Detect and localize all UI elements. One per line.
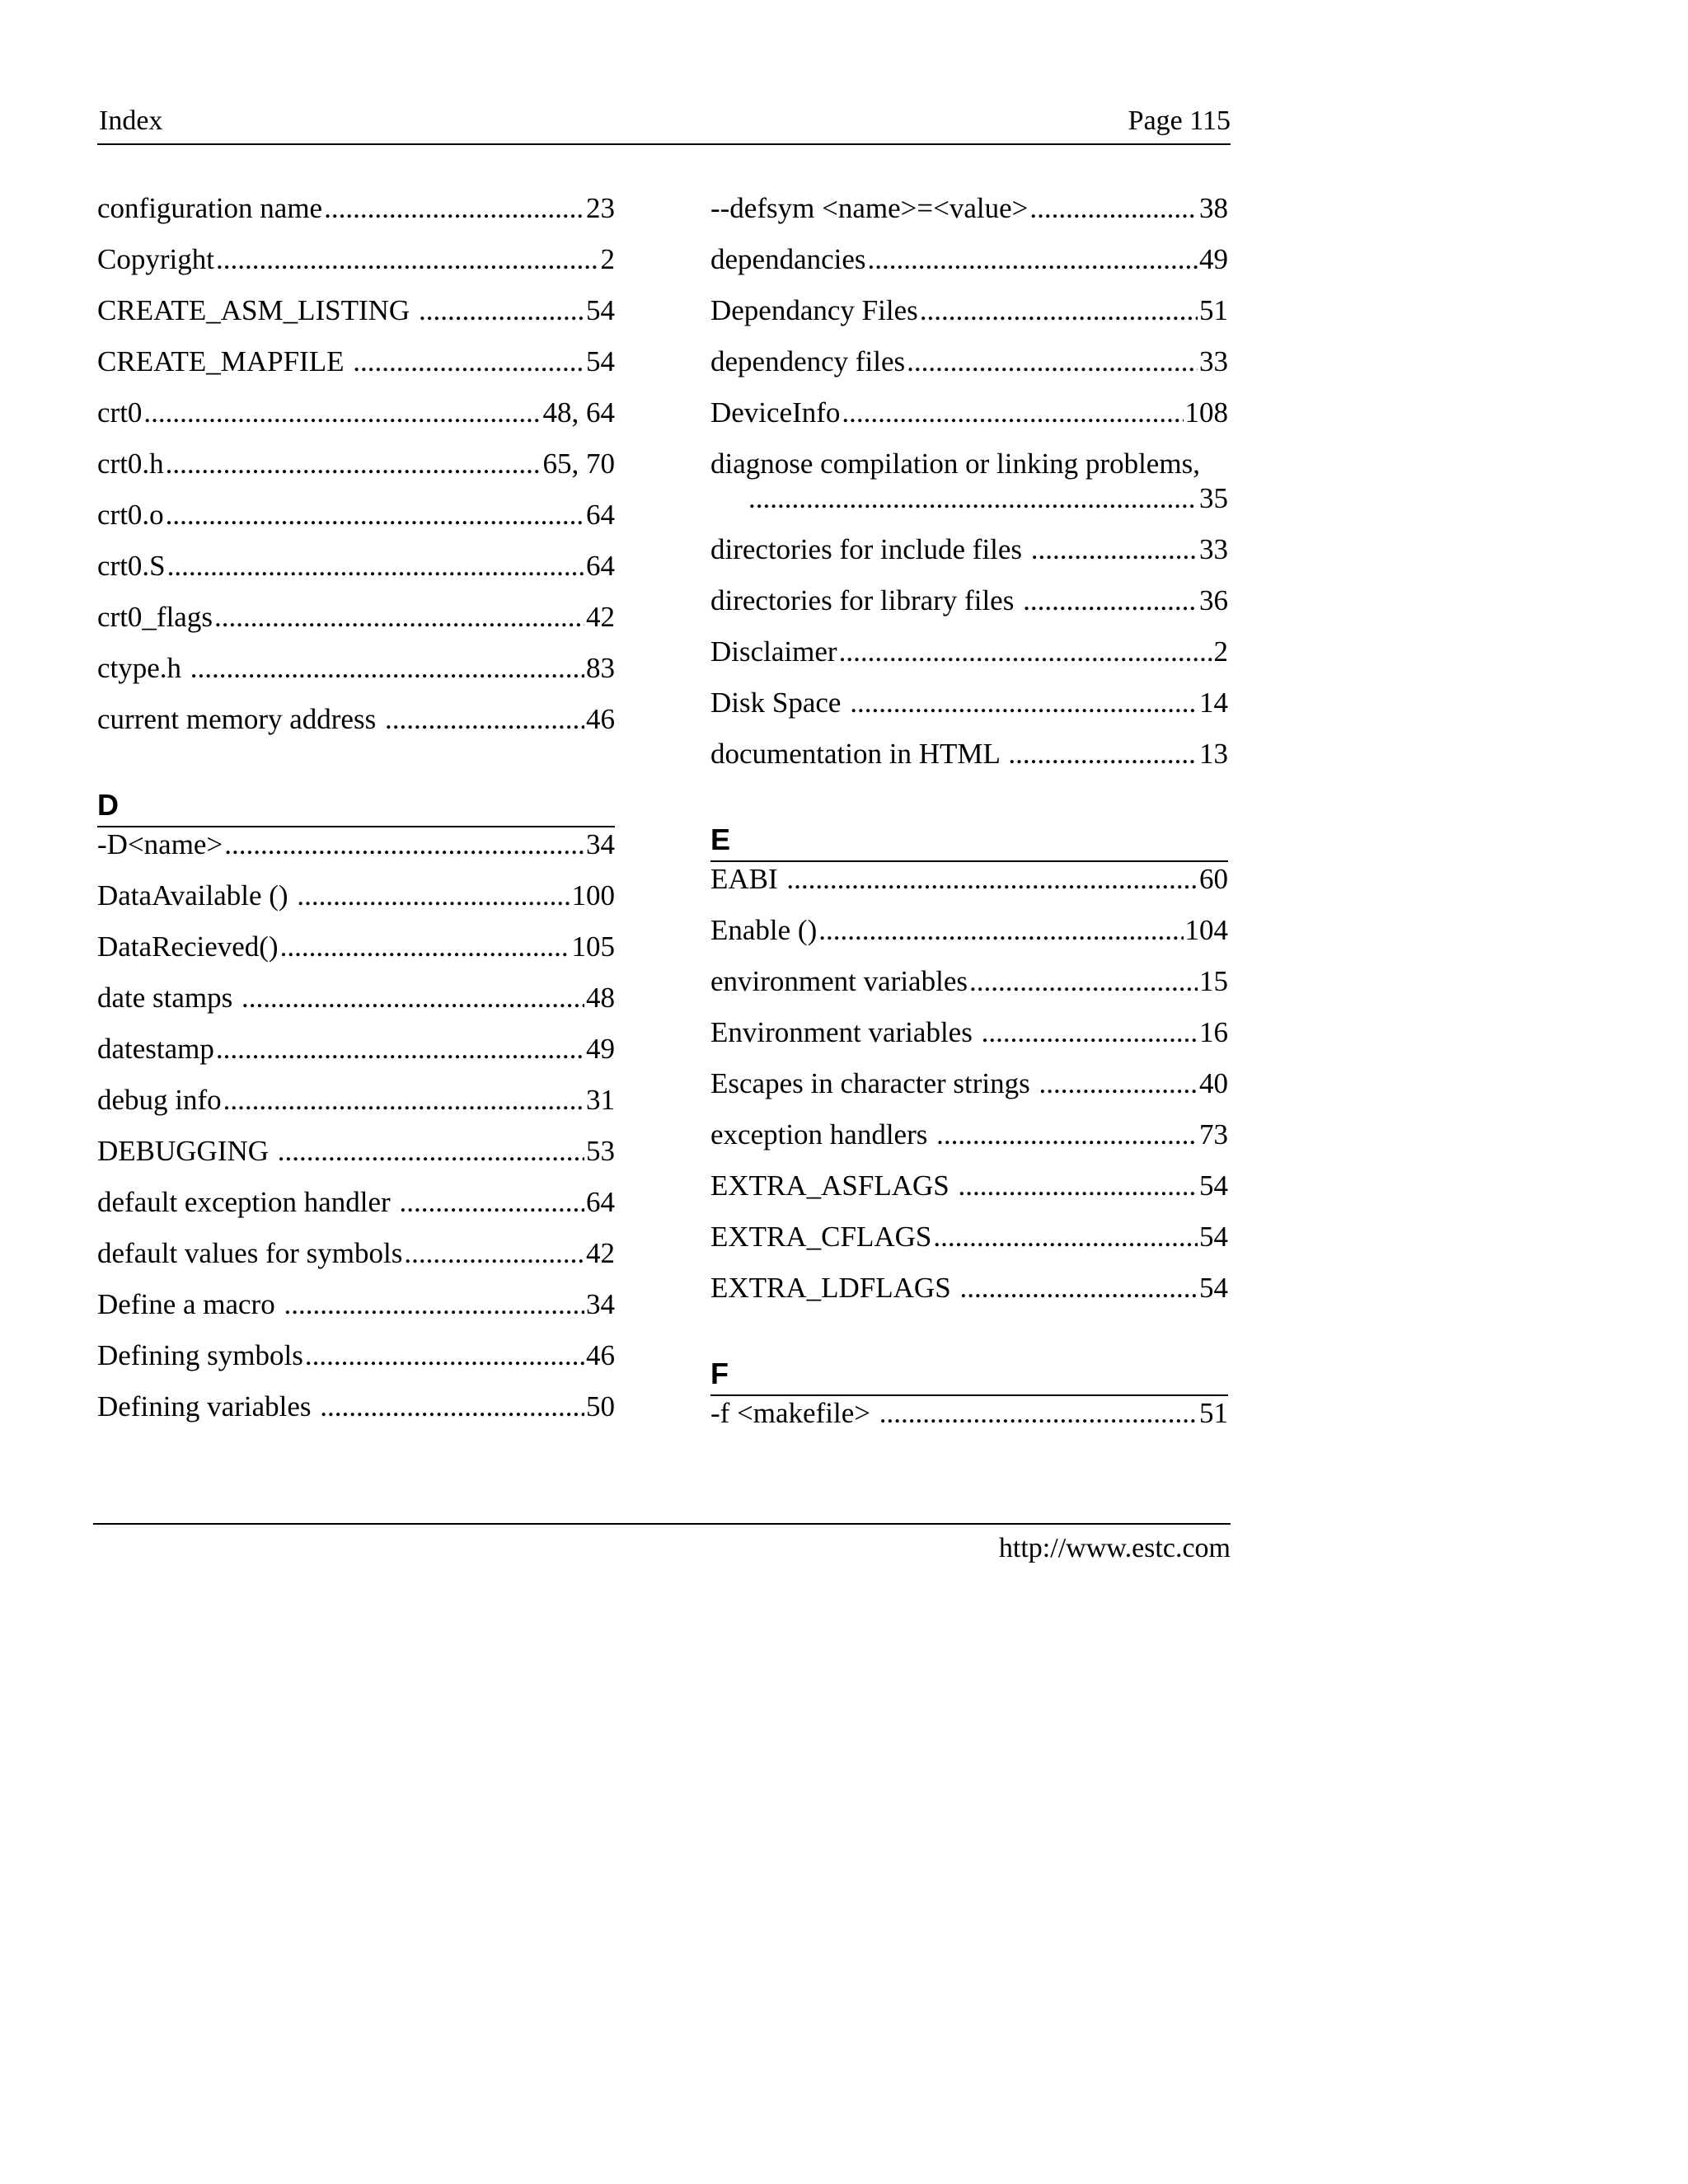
leader-dots bbox=[959, 1271, 1198, 1305]
index-term: default exception handler bbox=[97, 1186, 398, 1218]
index-term: EXTRA_LDFLAGS bbox=[710, 1272, 959, 1304]
index-page: 54 bbox=[1199, 1272, 1228, 1304]
index-page: 105 bbox=[571, 930, 615, 963]
section-rule bbox=[97, 826, 615, 827]
index-entry bbox=[710, 862, 1228, 913]
index-column-right bbox=[710, 191, 1228, 1447]
index-entry bbox=[97, 191, 615, 242]
index-term: EXTRA_ASFLAGS bbox=[710, 1169, 957, 1202]
entry-group bbox=[97, 191, 615, 753]
index-page: 23 bbox=[586, 192, 615, 224]
leader-dots bbox=[166, 447, 542, 481]
index-page: 14 bbox=[1199, 687, 1228, 719]
index-entry bbox=[710, 1220, 1228, 1271]
leader-dots bbox=[850, 686, 1198, 720]
leader-dots bbox=[1008, 737, 1198, 771]
index-page: 33 bbox=[1199, 345, 1228, 377]
index-term: dependency files bbox=[710, 345, 906, 377]
index-entry bbox=[710, 913, 1228, 964]
index-page: 54 bbox=[1199, 1221, 1228, 1253]
index-entry bbox=[97, 1185, 615, 1236]
index-page: 50 bbox=[586, 1390, 615, 1422]
index-term: Environment variables bbox=[710, 1016, 980, 1048]
section-heading-d bbox=[97, 753, 615, 827]
leader-dots bbox=[324, 191, 584, 226]
index-page: 2 bbox=[600, 243, 615, 275]
leader-dots bbox=[933, 1220, 1198, 1254]
index-page: 64 bbox=[586, 499, 615, 531]
index-page: 42 bbox=[586, 601, 615, 633]
index-page: 38 bbox=[1199, 192, 1228, 224]
page-header bbox=[97, 102, 1231, 145]
header-title: Index bbox=[99, 105, 163, 136]
section-letter: D bbox=[97, 788, 119, 822]
page-number: Page 115 bbox=[1128, 105, 1231, 136]
leader-dots bbox=[167, 549, 584, 583]
index-entry bbox=[97, 549, 615, 600]
index-entry bbox=[710, 532, 1228, 583]
leader-dots bbox=[280, 930, 570, 964]
index-term: Defining variables bbox=[97, 1390, 319, 1422]
index-term: crt0.o bbox=[97, 499, 164, 531]
leader-dots bbox=[216, 1032, 584, 1066]
index-entry bbox=[710, 1015, 1228, 1066]
leader-dots bbox=[278, 1134, 584, 1169]
index-term: crt0.h bbox=[97, 448, 164, 480]
leader-dots bbox=[1039, 1066, 1198, 1101]
index-term: crt0_flags bbox=[97, 601, 213, 633]
index-page: 64 bbox=[586, 550, 615, 582]
index-term: diagnose compilation or linking problems, bbox=[710, 448, 1200, 480]
index-page: 49 bbox=[586, 1033, 615, 1065]
index-term: crt0 bbox=[97, 396, 143, 429]
index-entry bbox=[710, 447, 1228, 532]
index-page: 64 bbox=[586, 1186, 615, 1218]
index-term: Enable () bbox=[710, 914, 818, 946]
index-page: 104 bbox=[1184, 914, 1228, 946]
index-entry bbox=[97, 879, 615, 930]
leader-dots bbox=[143, 396, 541, 430]
leader-dots bbox=[818, 913, 1183, 948]
index-entry bbox=[97, 827, 615, 879]
index-entry bbox=[97, 651, 615, 702]
leader-dots bbox=[1031, 532, 1198, 567]
index-term: Dependancy Files bbox=[710, 294, 918, 326]
section-rule bbox=[710, 1394, 1228, 1396]
index-entry bbox=[710, 635, 1228, 686]
leader-dots bbox=[842, 396, 1183, 430]
index-page: 34 bbox=[586, 1288, 615, 1320]
index-page: 33 bbox=[1199, 533, 1228, 565]
index-entry bbox=[710, 1118, 1228, 1169]
leader-dots bbox=[385, 702, 584, 737]
index-term: -f <makefile> bbox=[710, 1397, 878, 1429]
index-term: default values for symbols bbox=[97, 1237, 403, 1269]
index-entry bbox=[97, 396, 615, 447]
index-term: Disclaimer bbox=[710, 635, 837, 668]
index-page: 46 bbox=[586, 1339, 615, 1371]
section-rule bbox=[710, 860, 1228, 862]
section-heading-f bbox=[710, 1322, 1228, 1396]
leader-dots bbox=[214, 600, 584, 635]
index-entry bbox=[97, 1236, 615, 1287]
index-term: DataAvailable () bbox=[97, 879, 296, 912]
index-entry bbox=[710, 396, 1228, 447]
section-letter: F bbox=[710, 1357, 729, 1390]
index-entry bbox=[710, 583, 1228, 635]
index-entry bbox=[710, 1271, 1228, 1322]
index-entry bbox=[97, 600, 615, 651]
index-entry bbox=[710, 191, 1228, 242]
entry-group bbox=[710, 1396, 1228, 1447]
index-term: debug info bbox=[97, 1084, 222, 1116]
leader-dots bbox=[241, 981, 584, 1015]
leader-dots bbox=[1029, 191, 1198, 226]
index-term: CREATE_MAPFILE bbox=[97, 345, 352, 377]
leader-dots bbox=[879, 1396, 1198, 1431]
index-term: directories for include files bbox=[710, 533, 1029, 565]
index-entry bbox=[97, 242, 615, 293]
index-page: 54 bbox=[586, 294, 615, 326]
leader-dots bbox=[786, 862, 1198, 897]
index-page: 60 bbox=[1199, 863, 1228, 895]
index-entry bbox=[97, 1134, 615, 1185]
leader-dots bbox=[297, 879, 570, 913]
leader-dots bbox=[305, 1338, 584, 1373]
index-page: 83 bbox=[586, 652, 615, 684]
index-page: 46 bbox=[586, 703, 615, 735]
leader-dots bbox=[868, 242, 1198, 277]
leader-dots bbox=[284, 1287, 584, 1322]
index-entry bbox=[710, 964, 1228, 1015]
entry-group bbox=[97, 827, 615, 1441]
index-term: Defining symbols bbox=[97, 1339, 303, 1371]
index-term: -D<name> bbox=[97, 828, 223, 860]
index-page: 2 bbox=[1213, 635, 1228, 668]
index-page: 35 bbox=[1199, 482, 1228, 514]
entry-group bbox=[710, 862, 1228, 1322]
index-page: 53 bbox=[586, 1135, 615, 1167]
index-page: 13 bbox=[1199, 738, 1228, 770]
index-entry bbox=[97, 1287, 615, 1338]
leader-dots bbox=[353, 344, 584, 379]
index-term: documentation in HTML bbox=[710, 738, 1007, 770]
index-entry bbox=[97, 447, 615, 498]
index-column-left bbox=[97, 191, 615, 1441]
index-entry bbox=[710, 242, 1228, 293]
index-term: --defsym <name>=<value> bbox=[710, 192, 1029, 224]
index-page: 49 bbox=[1199, 243, 1228, 275]
index-page: 51 bbox=[1199, 1397, 1228, 1429]
index-term: configuration name bbox=[97, 192, 323, 224]
index-term: EABI bbox=[710, 863, 785, 895]
index-page: 54 bbox=[1199, 1169, 1228, 1202]
index-term: DEBUGGING bbox=[97, 1135, 276, 1167]
entry-group bbox=[710, 532, 1228, 788]
index-page: 48 bbox=[586, 982, 615, 1014]
leader-dots bbox=[224, 827, 584, 862]
index-entry bbox=[97, 1390, 615, 1441]
index-entry bbox=[97, 702, 615, 753]
index-entry bbox=[710, 1396, 1228, 1447]
index-term: directories for library files bbox=[710, 584, 1022, 616]
index-page: 15 bbox=[1199, 965, 1228, 997]
page-footer bbox=[93, 1523, 1231, 1574]
section-heading-e bbox=[710, 788, 1228, 862]
index-entry bbox=[710, 344, 1228, 396]
entry-group bbox=[710, 191, 1228, 447]
index-term: current memory address bbox=[97, 703, 383, 735]
leader-dots bbox=[216, 242, 599, 277]
leader-dots bbox=[223, 1083, 584, 1118]
leader-dots bbox=[404, 1236, 584, 1271]
index-term: environment variables bbox=[710, 965, 968, 997]
leader-dots bbox=[839, 635, 1212, 669]
index-entry bbox=[97, 1032, 615, 1083]
index-entry bbox=[97, 930, 615, 981]
index-page: 100 bbox=[571, 879, 615, 912]
leader-dots bbox=[920, 293, 1198, 328]
leader-dots bbox=[320, 1390, 584, 1424]
index-term: ctype.h bbox=[97, 652, 189, 684]
index-term: Define a macro bbox=[97, 1288, 283, 1320]
index-term: DeviceInfo bbox=[710, 396, 841, 429]
index-entry bbox=[710, 686, 1228, 737]
index-page: 40 bbox=[1199, 1067, 1228, 1099]
leader-dots bbox=[190, 651, 584, 686]
leader-dots bbox=[936, 1118, 1198, 1152]
index-term: exception handlers bbox=[710, 1118, 935, 1151]
leader-dots bbox=[166, 498, 584, 532]
leader-dots bbox=[1023, 583, 1198, 618]
index-entry bbox=[97, 344, 615, 396]
leader-dots bbox=[399, 1185, 584, 1220]
index-page: 16 bbox=[1199, 1016, 1228, 1048]
index-term: date stamps bbox=[97, 982, 241, 1014]
index-page: 31 bbox=[586, 1084, 615, 1116]
leader-dots bbox=[907, 344, 1198, 379]
index-page: 48, 64 bbox=[542, 396, 615, 429]
leader-dots bbox=[959, 1169, 1198, 1203]
leader-dots bbox=[982, 1015, 1198, 1050]
index-term: Escapes in character strings bbox=[710, 1067, 1038, 1099]
index-term: datestamp bbox=[97, 1033, 214, 1065]
index-entry bbox=[710, 1169, 1228, 1220]
section-letter: E bbox=[710, 823, 731, 856]
index-page: 65, 70 bbox=[542, 448, 615, 480]
index-entry bbox=[710, 737, 1228, 788]
index-page: 34 bbox=[586, 828, 615, 860]
index-term: crt0.S bbox=[97, 550, 166, 582]
index-term: Copyright bbox=[97, 243, 214, 275]
index-page: 54 bbox=[586, 345, 615, 377]
index-term: dependancies bbox=[710, 243, 866, 275]
index-entry bbox=[97, 498, 615, 549]
index-entry bbox=[97, 1083, 615, 1134]
index-term: DataRecieved() bbox=[97, 930, 279, 963]
index-page: 51 bbox=[1199, 294, 1228, 326]
index-entry bbox=[97, 981, 615, 1032]
index-entry bbox=[97, 1338, 615, 1390]
leader-dots bbox=[748, 481, 1198, 516]
index-term: CREATE_ASM_LISTING bbox=[97, 294, 417, 326]
index-page: 73 bbox=[1199, 1118, 1228, 1151]
index-entry bbox=[710, 293, 1228, 344]
index-term: Disk Space bbox=[710, 687, 849, 719]
index-page: 42 bbox=[586, 1237, 615, 1269]
footer-url: http://www.estc.com bbox=[998, 1533, 1231, 1563]
index-page: 36 bbox=[1199, 584, 1228, 616]
index-entry bbox=[97, 293, 615, 344]
index-entry bbox=[710, 1066, 1228, 1118]
index-page: 108 bbox=[1184, 396, 1228, 429]
index-term: EXTRA_CFLAGS bbox=[710, 1221, 932, 1253]
leader-dots bbox=[419, 293, 584, 328]
leader-dots bbox=[969, 964, 1198, 999]
